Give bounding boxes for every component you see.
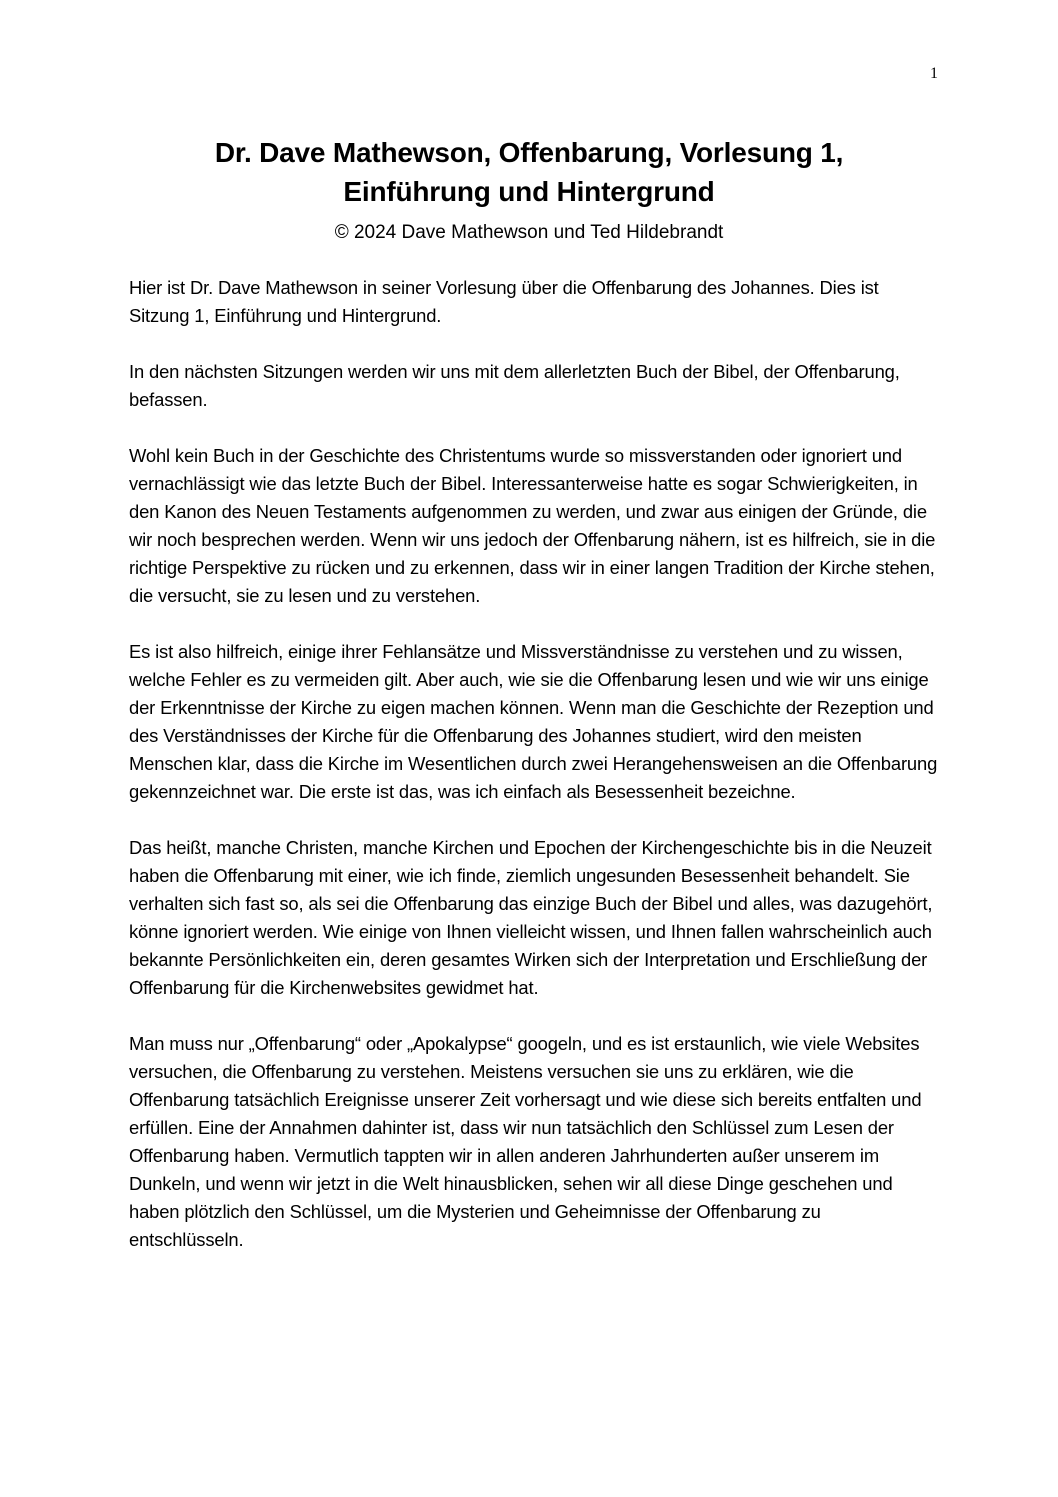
paragraph: In den nächsten Sitzungen werden wir uns mit dem allerletzten Buch der Bibel, der Offenbarung, befassen. bbox=[129, 361, 900, 410]
paragraph: Wohl kein Buch in der Geschichte des Christentums wurde so missverstanden oder ignoriert und vernachlässigt wie das letzte Buch der Bibel. Interessanterweise hatte es sogar Schwierigkeiten, in den Kanon des Neuen Testaments aufgenommen zu werden, und zwar aus einigen der Gründe, die wir noch besprechen werden. Wenn wir uns jedoch der Offenbarung nähern, ist es hilfreich, sie in die richtige Perspektive zu rücken und zu erkennen, dass wir in einer langen Tradition der Kirche stehen, die versucht, sie zu lesen und zu verstehen. bbox=[129, 445, 936, 606]
title-line-1: Dr. Dave Mathewson, Offenbarung, Vorlesung 1, bbox=[214, 137, 844, 168]
paragraph: Es ist also hilfreich, einige ihrer Fehlansätze und Missverständnisse zu verstehen und zu wissen, welche Fehler es zu vermeiden gilt. Aber auch, wie sie die Offenbarung lesen und wie wir uns einige der Erkenntnisse der Kirche zu eigen machen können. Wenn man die Geschichte der Rezeption und des Verständnisses der Kirche für die Offenbarung des Johannes studiert, wird den meisten Menschen klar, dass die Kirche im Wesentlichen durch zwei Herangehensweisen an die Offenbarung gekennzeichnet war. Die erste ist das, was ich einfach als Besessenheit bezeichne. bbox=[129, 641, 938, 802]
page-title bbox=[100, 133, 958, 211]
page-number: 1 bbox=[930, 65, 938, 82]
copyright-notice: © 2024 Dave Mathewson und Ted Hildebrandt bbox=[334, 222, 724, 243]
title-line-2: Einführung und Hintergrund bbox=[343, 176, 715, 207]
paragraph: Hier ist Dr. Dave Mathewson in seiner Vorlesung über die Offenbarung des Johannes. Dies ist Sitzung 1, Einführung und Hintergrund. bbox=[129, 277, 879, 326]
body-text bbox=[129, 274, 939, 1282]
paragraph: Man muss nur „Offenbarung“ oder „Apokalypse“ googeln, und es ist erstaunlich, wie viele Websites versuchen, die Offenbarung zu verstehen. Meistens versuchen sie uns zu erklären, wie die Offenbarung tatsächlich Ereignisse unserer Zeit vorhersagt und wie diese sich bereits entfalten und erfüllen. Eine der Annahmen dahinter ist, dass wir nun tatsächlich den Schlüssel zum Lesen der Offenbarung haben. Vermutlich tappten wir in allen anderen Jahrhunderten außer unserem im Dunkeln, und wenn wir jetzt in die Welt hinausblicken, sehen wir all diese Dinge geschehen und haben plötzlich den Schlüssel, um die Mysterien und Geheimnisse der Offenbarung zu entschlüsseln. bbox=[129, 1033, 922, 1250]
paragraph: Das heißt, manche Christen, manche Kirchen und Epochen der Kirchengeschichte bis in die Neuzeit haben die Offenbarung mit einer, wie ich finde, ziemlich ungesunden Besessenheit behandelt. Sie verhalten sich fast so, als sei die Offenbarung das einzige Buch der Bibel und alles, was dazugehört, könne ignoriert werden. Wie einige von Ihnen vielleicht wissen, und Ihnen fallen wahrscheinlich auch bekannte Persönlichkeiten ein, deren gesamtes Wirken sich der Interpretation und Erschließung der Offenbarung für die Kirchenwebsites gewidmet hat. bbox=[129, 837, 933, 998]
